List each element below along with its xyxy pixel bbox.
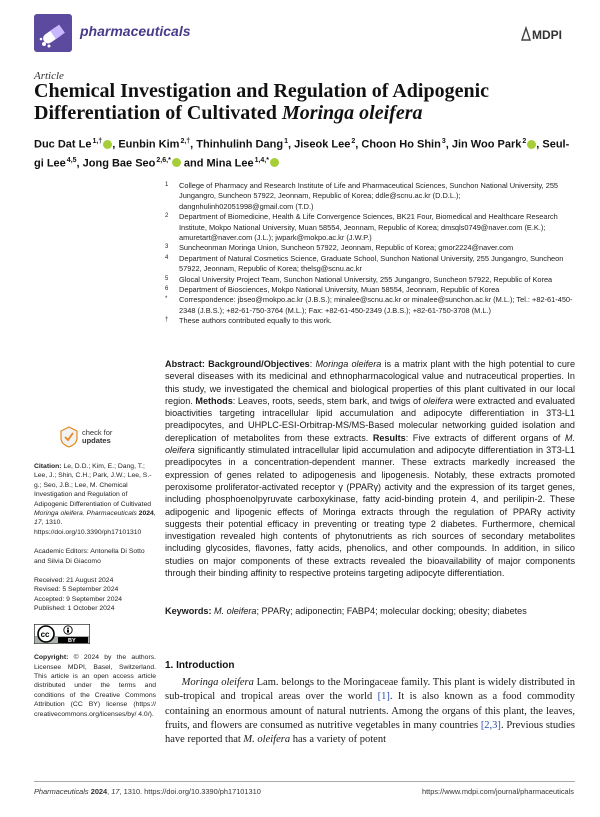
abstract-results-text-1: : Five extracts of different organs of — [405, 432, 565, 443]
check-updates-line-1: check for — [82, 428, 113, 437]
title-line-1: Chemical Investigation and Regulation of Adipogenic — [34, 80, 490, 102]
check-updates-line-2: updates — [82, 436, 111, 445]
citation-year: 2024 — [138, 510, 154, 518]
author-name[interactable]: Seul-gi Lee — [34, 138, 570, 170]
affiliation-list — [165, 181, 575, 327]
keywords — [165, 606, 575, 616]
article-dates — [34, 576, 156, 614]
citation-doi[interactable]: , 1310. https://doi.org/10.3390/ph17101310 — [34, 519, 142, 536]
author-name[interactable]: Jiseok Lee — [294, 138, 351, 151]
section-heading-introduction: 1. Introduction — [165, 660, 235, 671]
affiliation-text: Department of Natural Cosmetics Science, Graduate School, Sunchon National University, 255 Jungangro, Suncheon 57922, Jeonnam, Republic of Korea; thelsg@scnu.ac.kr — [179, 253, 564, 274]
check-updates-icon — [60, 426, 78, 448]
date-accepted: Accepted: 9 September 2024 — [34, 595, 123, 603]
orcid-icon[interactable] — [172, 158, 181, 167]
author-connector: and — [183, 157, 204, 170]
citation-text: Le, D.D.; Kim, E.; Dang, T.; Lee, J.; Shin, C.H.; Park, J.W.; Lee, S.-g.; Seo, J.B.; Lee, M. Chemical Investigation and Regulation of Adipogenic Differentiation of Cultivated — [34, 463, 152, 508]
footer-doi[interactable]: , 1310. https://doi.org/10.3390/ph17101310 — [119, 787, 261, 796]
affiliation-item — [165, 285, 575, 295]
journal-name: pharmaceuticals — [80, 23, 191, 39]
affiliation-item — [165, 212, 575, 243]
affiliation-text: College of Pharmacy and Research Institute of Life and Pharmaceutical Sciences, Sunchon National University, 255 Jungangro, Suncheon 57922, Jeonnam, Republic of Korea; ddle@scnu.ac.kr (D.D.L.); dangnhulinh02051998@gmail.com (T.D.) — [179, 181, 559, 211]
svg-text:cc: cc — [40, 629, 50, 639]
keyword-species: M. oleifera — [214, 606, 257, 616]
author-affiliation-marks: 2,6,* — [156, 156, 171, 164]
author-separator: , — [445, 138, 452, 151]
affiliation-mark: 1 — [165, 182, 169, 188]
affiliation-mark: 5 — [165, 275, 169, 282]
affiliation-text: These authors contributed equally to this work. — [179, 316, 332, 326]
author-name[interactable]: Jong Bae Seo — [82, 157, 156, 170]
affiliation-item — [165, 181, 575, 212]
author-name[interactable]: Jin Woo Park — [451, 138, 522, 151]
affiliation-item — [165, 316, 575, 326]
citation-journal: Pharmaceuticals — [86, 510, 137, 518]
orcid-icon[interactable] — [527, 140, 536, 149]
keywords-list: ; PPARγ; adiponectin; FABP4; molecular docking; obesity; diabetes — [256, 606, 527, 616]
date-revised: Revised: 5 September 2024 — [34, 586, 119, 594]
affiliation-item — [165, 275, 575, 285]
date-received: Received: 21 August 2024 — [34, 577, 114, 585]
orcid-icon[interactable] — [103, 140, 112, 149]
affiliation-text: Department of Biosciences, Mokpo National University, Muan 58554, Jeonnam, Republic of Korea — [179, 285, 500, 295]
affiliation-item — [165, 295, 575, 316]
check-updates-text — [82, 429, 112, 445]
introduction-paragraph — [165, 676, 575, 747]
author-separator: , — [76, 157, 83, 170]
author-separator: , — [287, 138, 295, 151]
journal-header — [34, 14, 566, 54]
abstract-results-label: Results — [372, 432, 406, 443]
affiliation-item — [165, 254, 575, 275]
orcid-icon[interactable] — [270, 158, 279, 167]
abstract-species-2: oleifera — [423, 395, 453, 406]
author-name[interactable]: Eunbin Kim — [118, 138, 180, 151]
affiliation-text: Correspondence: jbseo@mokpo.ac.kr (J.B.S.); minalee@scnu.ac.kr or minalee@sunchon.ac.kr (M.L.); Tel.: +82-61-450-2348 (J.B.S.); +82-61-750-3764 (M.L.); Fax: +82-61-450-2349 (J.B.S.); +82-61-750-3708 (M.L.) — [179, 295, 573, 315]
citation-label: Citation: — [34, 463, 62, 470]
author-affiliation-marks: 2,† — [180, 138, 191, 145]
footer-divider — [34, 781, 575, 782]
affiliation-mark: † — [165, 317, 169, 324]
academic-editors: Academic Editors: Antonella Di Sotto and Silvia Di Giacomo — [34, 548, 145, 565]
footer-journal: Pharmaceuticals — [34, 787, 89, 796]
cc-by-text: BY — [68, 637, 76, 644]
intro-species-2: M. oleifera — [243, 734, 291, 746]
author-affiliation-marks: 1,† — [92, 138, 103, 145]
intro-text-1: Lam. belongs to the Moringaceae family. This plant is widely distributed in sub-tropical and tropical areas over the world — [165, 677, 575, 703]
footer-year: 2024 — [90, 787, 108, 796]
author-separator: , — [190, 138, 197, 151]
citation-block: Citation: Le, D.D.; Kim, E.; Dang, T.; Lee, J.; Shin, C.H.; Park, J.W.; Lee, S.-g.; Seo, J.B.; Lee, M. Chemical Investigation and Regulation of Adipogenic Differentiation of Cultivated Moringa oleifera. Pharmaceuticals 2024, 17, 1310. https://doi.org/10.3390/ph17101310 — [34, 463, 156, 536]
copyright-text: © 2024 by the authors. Licensee MDPI, Basel, Switzerland. This article is an open access article distributed under the terms and conditions of the Creative Commons Attribution (CC BY) license (https:// creativecommons.org/licenses/by/ 4.0/). — [34, 654, 156, 718]
abstract-methods-text-1: : Leaves, roots, seeds, stem bark, and twigs of — [232, 395, 424, 406]
author-affiliation-marks: 1 — [284, 138, 288, 145]
keywords-label: Keywords: — [165, 606, 212, 616]
author-name[interactable]: Thinhulinh Dang — [196, 138, 284, 151]
abstract: Abstract: Background/Objectives: Moringa oleifera is a matrix plant with the high potential to cure several diseases with its medicinal and ethnopharmacological value and nutraceutical properties. In this study, we investigated the chemical and biological properties of this plant cultivated in our local region. Methods: Leaves, roots, seeds, stem bark, and twigs of oleifera were extracted and evaluated bioactivities targeting intracellular lipid accumulation and adipocyte differentiation in 3T3-L1 preadipocytes, and UHPLC-ESI-Orbitrap-MS/MS-Based molecular networking guided isolation and dereplication of metabolites from these extracts. Results: Five extracts of different organs of M. oleifera significantly stimulated intracellular lipid accumulation and adipocyte differentiation in 3T3-L1 preadipocytes in a concentration-dependent manner. These extracts markedly increased the expression of genes related to adipogenesis and lipogenesis. Notably, these extracts promoted peroxisome proliferator-activated receptor γ (PPARγ) activity and the expression of its target genes, including phosphoenolpyruvate carboxykinase, fatty acid-binding protein 4, and perilipin-2. These adipogenic and lipogenic effects of Moringa extracts through the regulation of PPARγ activity suggests their potential efficacy in preventing or treating type 2 diabetes. Furthermore, chemical investigation revealed high contents of phytonutrients as rich sources of secondary metabolites including glycosides, flavones, fatty acids, phenolics, and other compounds. In addition, in silico studies on major components of these extracts revealed the bioavailability of major components through their binding affinity to respective proteins targeting adipocyte differentiation. — [165, 359, 576, 579]
author-separator: , — [112, 138, 119, 151]
title-line-2: Differentiation of Cultivated — [34, 102, 282, 124]
author-affiliation-marks: 2 — [522, 138, 527, 145]
affiliation-text: Department of Biomedicine, Health & Life Convergence Sciences, BK21 Four, Biomedical and Healthcare Research Institute, Mokpo National University, Muan 58554, Jeonnam, Republic of Korea; dmsqls0749@naver.com (E.K.); amuretart@naver.com (J.L.); jwpark@mokpo.ac.kr (J.W.P.) — [179, 212, 558, 243]
affiliation-mark: 6 — [165, 286, 169, 293]
abstract-label: Abstract: — [165, 359, 205, 369]
mdpi-logo-icon — [520, 24, 566, 44]
author-affiliation-marks: 1,4,* — [254, 156, 269, 164]
affiliation-mark: 3 — [165, 244, 169, 251]
author-name[interactable]: Mina Lee — [206, 157, 254, 170]
intro-text-4: has a variety of potent — [290, 734, 387, 746]
footer-volume: 17 — [111, 787, 120, 796]
citation-dot: . — [82, 510, 87, 518]
article-sidebar — [34, 426, 156, 719]
author-separator: , — [536, 138, 543, 151]
affiliation-mark: 4 — [165, 254, 169, 261]
author-name[interactable]: Duc Dat Le — [34, 138, 92, 151]
intro-text-3: . Previous studies have reported that — [165, 719, 575, 746]
abstract-methods-text-2: were extracted and evaluated bioactivities targeting intracellular lipid accumulation and adipocyte differentiation in 3T3-L1 preadipocytes, and UHPLC-ESI-Orbitrap-MS/MS-Based molecular networking guided isolation and dereplication of metabolites from these extracts. — [165, 395, 575, 443]
author-affiliation-marks: 4,5 — [66, 156, 77, 164]
copyright-label: Copyright: — [34, 654, 69, 662]
abstract-methods-label: Methods — [195, 395, 233, 406]
affiliation-text: Suncheonman Moringa Union, Suncheon 57922, Jeonnam, Republic of Korea; gmor2224@naver.com — [179, 243, 514, 253]
cc-by-license-icon[interactable] — [34, 624, 90, 644]
abstract-species-1: Moringa oleifera — [315, 359, 382, 369]
check-for-updates[interactable] — [60, 426, 156, 452]
citation-species: Moringa oleifera — [34, 510, 83, 518]
citation-volume: 17 — [34, 519, 42, 527]
journal-logo-icon — [34, 14, 72, 52]
author-affiliation-marks: 2 — [351, 138, 356, 145]
affiliation-item — [165, 243, 575, 253]
mdpi-logo-text: MDPI — [532, 28, 562, 42]
affiliation-text: Glocal University Project Team, Sunchon National University, 255 Jungangro, Suncheon 57922, Republic of Korea — [179, 274, 553, 284]
author-list — [34, 134, 574, 171]
affiliation-mark: 2 — [165, 213, 169, 220]
footer-citation: Pharmaceuticals 2024, 17, 1310. https://doi.org/10.3390/ph17101310 — [34, 787, 261, 796]
date-published: Published: 1 October 2024 — [34, 605, 115, 613]
author-affiliation-marks: 3 — [441, 138, 446, 145]
article-type: Article — [34, 70, 64, 82]
reference-link-1[interactable]: [1] — [377, 691, 390, 703]
copyright-notice — [34, 653, 156, 719]
abstract-background-label: Background/Objectives — [208, 359, 310, 369]
abstract-background-text: is a matrix plant with the high potential to cure several diseases with its medicinal and ethnopharmacological value and nutraceutical properties. In this study, we investigated the chemical and biological properties of this plant cultivated in our local region. — [165, 359, 575, 406]
article-title — [34, 80, 574, 124]
title-species: Moringa oleifera — [281, 102, 423, 124]
author-separator: , — [355, 138, 362, 151]
abstract-species-3: M. oleifera — [165, 432, 576, 456]
abstract-results-text-2: significantly stimulated intracellular lipid accumulation and adipocyte differentiation in 3T3-L1 preadipocytes in a concentration-dependent manner. These extracts markedly increased the expression of genes related to adipogenesis and lipogenesis. Notably, these extracts promoted peroxisome proliferator-activated receptor γ (PPARγ) activity and the expression of its target genes, including phosphoenolpyruvate carboxykinase, fatty acid-binding protein 4, and perilipin-2. These adipogenic and lipogenic effects of Moringa extracts through the regulation of PPARγ activity suggests their potential efficacy in preventing or treating type 2 diabetes. Furthermore, chemical investigation revealed high contents of phytonutrients as rich sources of secondary metabolites including glycosides, flavones, fatty acids, phenolics, and other compounds. In addition, in silico studies on major components of these extracts revealed the bioavailability of major components through their binding affinity to respective proteins targeting adipocyte differentiation. — [165, 445, 575, 579]
footer-journal-url[interactable]: https://www.mdpi.com/journal/pharmaceuticals — [422, 787, 574, 796]
affiliation-mark: * — [165, 296, 168, 303]
reference-link-2-3[interactable]: [2,3] — [480, 719, 501, 731]
intro-text-2: . It is also known as a food commodity containing an enormous amount of natural nutrients. Among the organs of this plant, the leaves, fruits, and flowers are consumed as nutritive vegetables in many countries — [165, 691, 575, 731]
author-name[interactable]: Choon Ho Shin — [361, 138, 441, 151]
intro-species-1: Moringa oleifera — [181, 677, 254, 688]
